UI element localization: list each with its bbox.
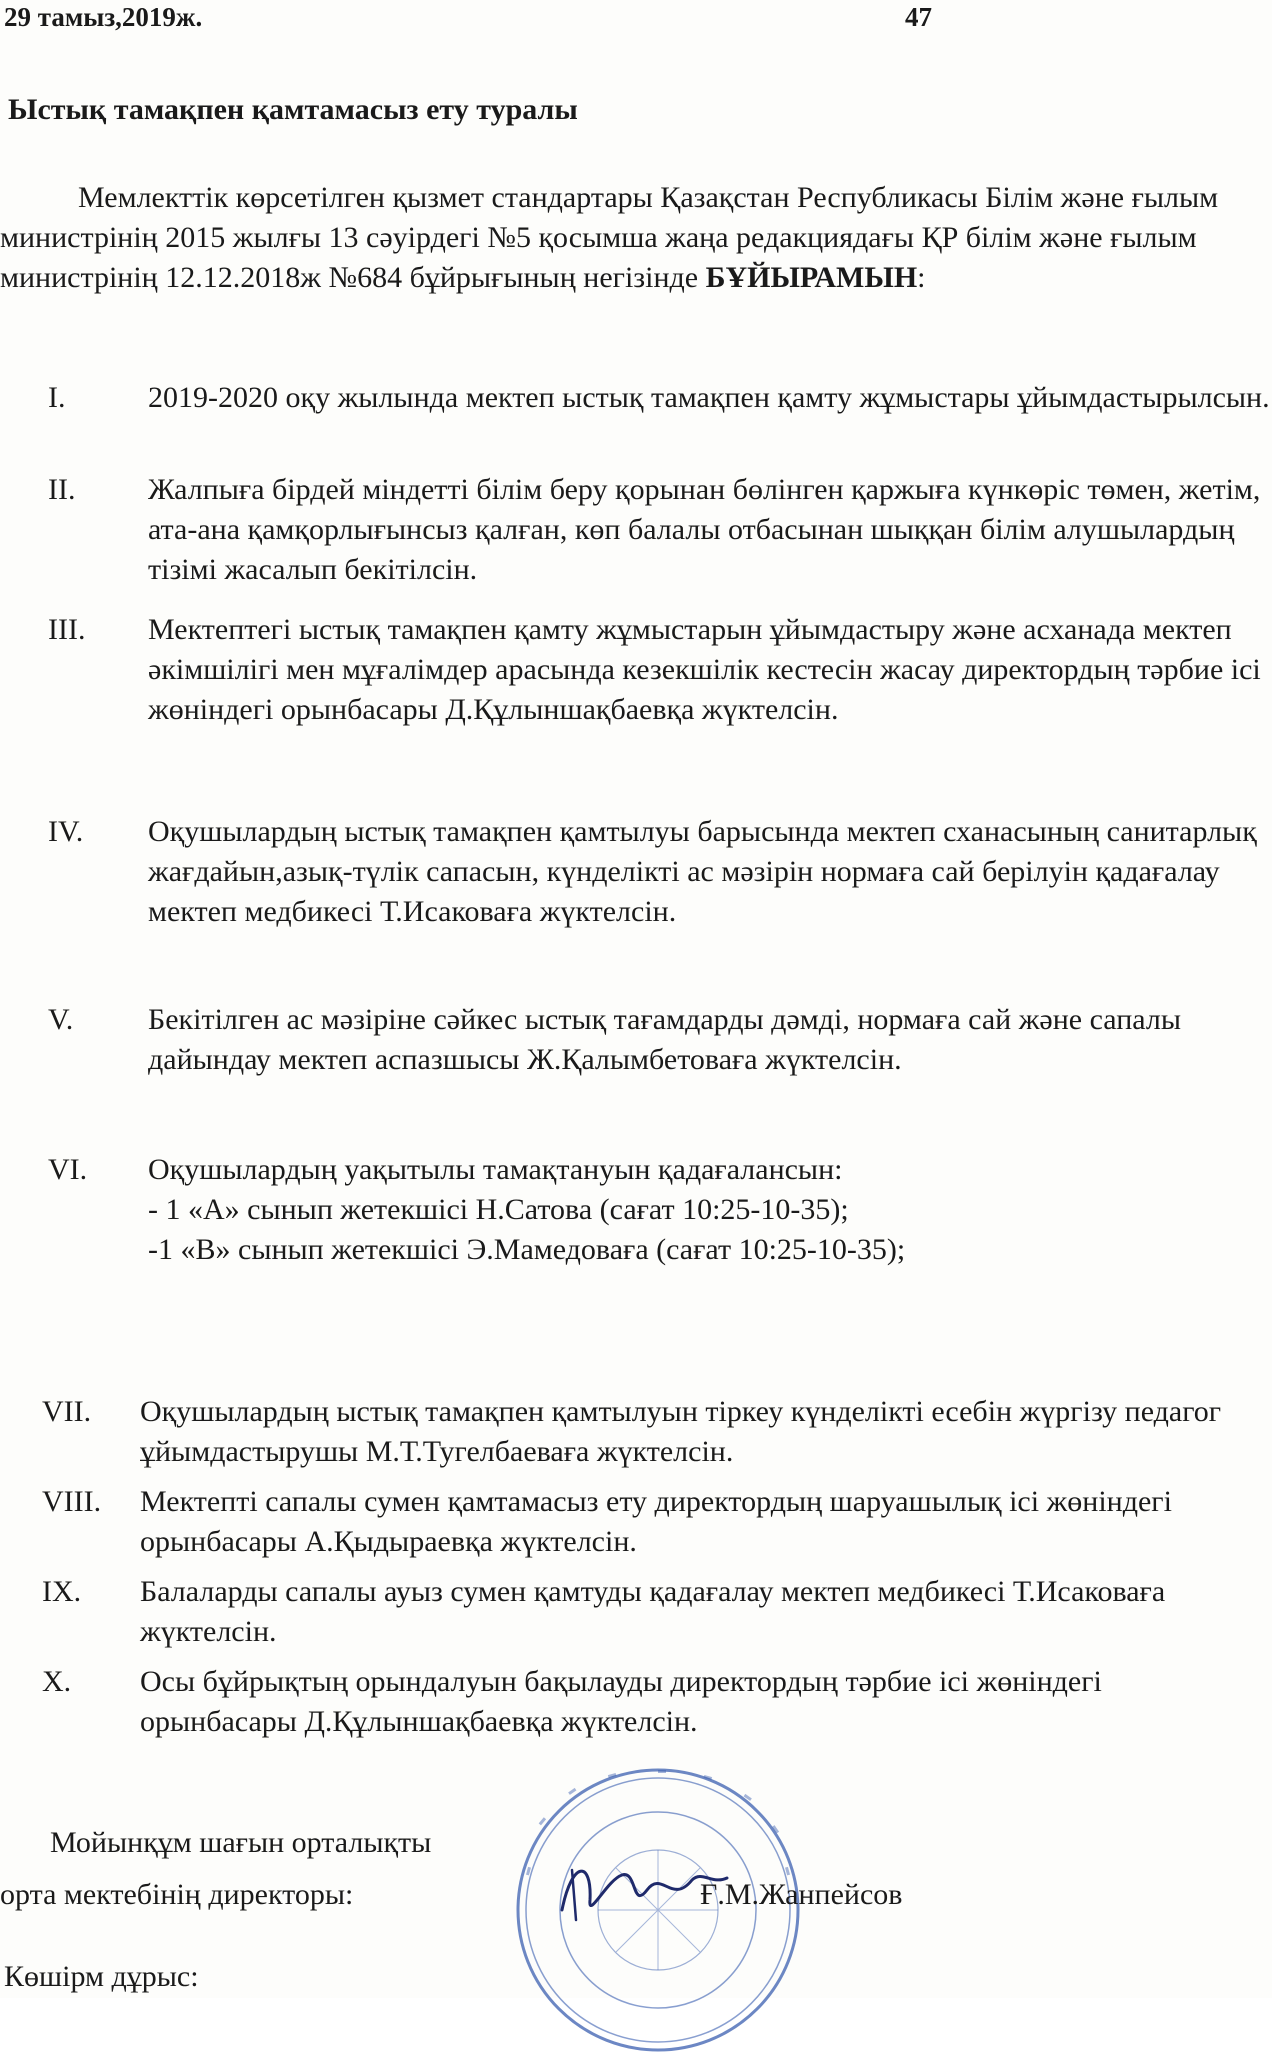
- item-text: Бекітілген ас мәзіріне сәйкес ыстық тағамдарды дәмді, нормаға сай және сапалы дайындау мектеп аспазшысы Ж.Қалымбетоваға жүктелсін.: [148, 1003, 1181, 1076]
- signature-line-2: орта мектебінің директоры:: [0, 1878, 354, 1911]
- item-number: VII.: [42, 1395, 92, 1428]
- document-date: 29 тамыз,2019ж.: [4, 2, 203, 32]
- item-number: V.: [48, 1003, 74, 1036]
- sub-item: - 1 «А» сынып жетекшісі Н.Сатова (сағат 10:25-10-35);: [148, 1193, 849, 1226]
- item-text: Балаларды сапалы ауыз сумен қамтуды қадағалау мектеп медбикесі Т.Исаковаға жүктелсін.: [140, 1575, 1166, 1648]
- item-text: Оқушылардың ыстық тамақпен қамтылуын тіркеу күнделікті есебін жүргізу педагог ұйымдастырушы М.Т.Тугелбаеваға жүктелсін.: [140, 1395, 1222, 1468]
- item-number: III.: [48, 613, 86, 646]
- item-number: X.: [42, 1665, 72, 1698]
- item-body: [148, 1150, 1272, 1270]
- order-word: БҰЙЫРАМЫН: [705, 261, 918, 294]
- item-text: Оқушылардың ыстық тамақпен қамтылуы барысында мектеп сханасының санитарлық жағдайын,азық-түлік сапасын, күнделікті ас мәзірін нормаға сай берілуін қадағалау мектеп медбикесі Т.Исаковаға жүктелсін.: [148, 815, 1257, 928]
- signature-line-1: Мойынқұм шағын орталықты: [50, 1826, 432, 1859]
- item-number: IV.: [48, 815, 84, 848]
- document-title: Ыстық тамақпен қамтамасыз ету туралы: [8, 93, 578, 126]
- item-number: I.: [48, 381, 66, 414]
- page-number: 47: [905, 2, 932, 32]
- preamble: [0, 178, 1270, 298]
- item-text: Мектепті сапалы сумен қамтамасыз ету директордың шаруашылық ісі жөніндегі орынбасары А.Қыдыраевқа жүктелсін.: [140, 1485, 1172, 1558]
- order-colon: :: [917, 261, 926, 294]
- copy-note: Көшірм дұрыс:: [4, 1960, 199, 1993]
- item-number: IX.: [42, 1575, 82, 1608]
- preamble-text: Мемлекттік көрсетілген қызмет стандартары Қазақстан Республикасы Білім және ғылым министрінің 2015 жылғы 13 сәуірдегі №5 қосымша жаңа редакциядағы ҚР білім және ғылым министрінің 12.12.2018ж №684 бұйрығының негізінде: [0, 181, 1219, 294]
- sub-item: -1 «В» сынып жетекшісі Э.Мамедоваға (сағат 10:25-10-35);: [148, 1233, 906, 1266]
- item-number: VI.: [48, 1153, 88, 1186]
- item-text: Осы бұйрықтың орындалуын бақылауды директордың тәрбие ісі жөніндегі орынбасары Д.Құлыншақбаевқа жүктелсін.: [140, 1665, 1102, 1738]
- item-text: Мектептегі ыстық тамақпен қамту жұмыстарын ұйымдастыру және асханада мектеп әкімшілігі мен мұғалімдер арасында кезекшілік кестесін жасау директордың тәрбие ісі жөніндегі орынбасары Д.Құлыншақбаевқа жүктелсін.: [148, 613, 1261, 726]
- item-text: Оқушылардың уақытылы тамақтануын қадағалансын:: [148, 1153, 843, 1186]
- item-text: 2019-2020 оқу жылында мектеп ыстық тамақпен қамту жұмыстары ұйымдастырылсын.: [148, 381, 1270, 414]
- director-name: Ғ.М.Жанпейсов: [700, 1878, 903, 1911]
- item-number: II.: [48, 473, 76, 506]
- item-text: Жалпыға бірдей міндетті білім беру қорынан бөлінген қаржыға күнкөріс төмен, жетім, ата-ана қамқорлығынсыз қалған, көп балалы отбасынан шыққан білім алушылардың тізімі жасалып бекітілсін.: [148, 473, 1261, 586]
- item-number: VIII.: [42, 1485, 102, 1518]
